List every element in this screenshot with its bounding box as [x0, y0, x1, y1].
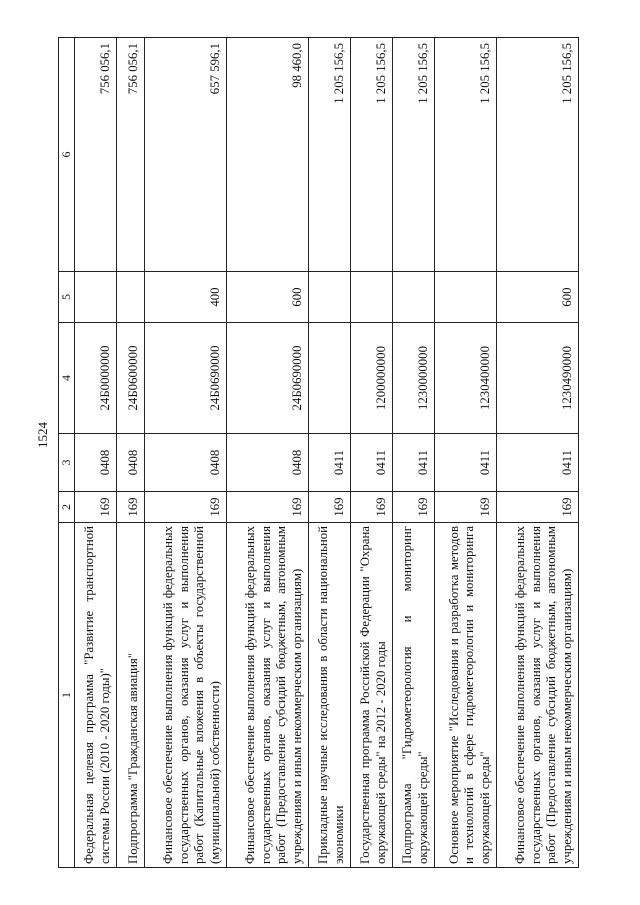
col-header-3: 3: [59, 434, 75, 492]
table-row: [434, 38, 496, 868]
table-row: [350, 38, 392, 868]
row-name: Прикладные научные исследования в области национальной экономики: [308, 523, 350, 868]
row-amount: 1 205 156,5: [434, 38, 496, 272]
table-row: [226, 38, 308, 868]
row-expense-code: [350, 272, 392, 323]
row-expense-code: [74, 272, 116, 323]
row-target-code: 24Б0690000: [144, 323, 226, 434]
table-row: [392, 38, 434, 868]
col-header-4: 4: [59, 323, 75, 434]
row-amount: 756 056,1: [74, 38, 116, 272]
row-ministry-code: 169: [116, 492, 144, 523]
row-name: Финансовое обеспечение выполнения функций федеральных государственных органов, оказания услуг и выполнения работ (Предоставление субсидий бюджетным, автономным учреждениям и иным некоммерческим организациям): [496, 523, 578, 868]
row-expense-code: 600: [496, 272, 578, 323]
row-amount: 657 596,1: [144, 38, 226, 272]
table-row: [116, 38, 144, 868]
row-expense-code: [434, 272, 496, 323]
row-ministry-code: 169: [226, 492, 308, 523]
row-target-code: 1230400000: [434, 323, 496, 434]
column-header-row: [59, 38, 75, 868]
row-expense-code: [308, 272, 350, 323]
row-target-code: 24Б0600000: [116, 323, 144, 434]
row-ministry-code: 169: [496, 492, 578, 523]
col-header-1: 1: [59, 523, 75, 868]
row-expense-code: [116, 272, 144, 323]
row-ministry-code: 169: [350, 492, 392, 523]
row-expense-code: 400: [144, 272, 226, 323]
row-section-code: 0408: [116, 434, 144, 492]
table-row: [308, 38, 350, 868]
row-ministry-code: 169: [144, 492, 226, 523]
table-row: [144, 38, 226, 868]
row-amount: 1 205 156,5: [308, 38, 350, 272]
row-amount: 98 460,0: [226, 38, 308, 272]
row-section-code: 0411: [434, 434, 496, 492]
row-ministry-code: 169: [434, 492, 496, 523]
row-ministry-code: 169: [392, 492, 434, 523]
row-name: Финансовое обеспечение выполнения функций федеральных государственных органов, оказания услуг и выполнения работ (Предоставление субсидий бюджетным, автономным учреждениям и иным некоммерческим организациям): [226, 523, 308, 868]
row-amount: 1 205 156,5: [392, 38, 434, 272]
row-ministry-code: 169: [74, 492, 116, 523]
row-target-code: 24Б0690000: [226, 323, 308, 434]
col-header-5: 5: [59, 272, 75, 323]
row-section-code: 0408: [144, 434, 226, 492]
row-amount: 756 056,1: [116, 38, 144, 272]
row-target-code: 1200000000: [350, 323, 392, 434]
row-name: Государственная программа Российской Федерации "Охрана окружающей среды" на 2012 - 2020 годы: [350, 523, 392, 868]
row-name: Финансовое обеспечение выполнения функций федеральных государственных органов, оказания услуг и выполнения работ (Капитальные вложения в объекты государственной (муниципальной) собственности): [144, 523, 226, 868]
row-section-code: 0408: [74, 434, 116, 492]
row-expense-code: [392, 272, 434, 323]
row-target-code: [308, 323, 350, 434]
row-target-code: 1230000000: [392, 323, 434, 434]
row-ministry-code: 169: [308, 492, 350, 523]
row-name: Федеральная целевая программа "Развитие транспортной системы России (2010 - 2020 годы)": [74, 523, 116, 868]
row-section-code: 0411: [392, 434, 434, 492]
row-target-code: 24Б0000000: [74, 323, 116, 434]
row-name: Подпрограмма "Гражданская авиация": [116, 523, 144, 868]
row-section-code: 0408: [226, 434, 308, 492]
row-section-code: 0411: [496, 434, 578, 492]
col-header-6: 6: [59, 38, 75, 272]
row-target-code: 1230490000: [496, 323, 578, 434]
row-section-code: 0411: [308, 434, 350, 492]
row-amount: 1 205 156,5: [496, 38, 578, 272]
table-row: [74, 38, 116, 868]
row-name: Основное мероприятие "Исследования и разработка методов и технологий в сфере гидрометеорологии и мониторинга окружающей среды": [434, 523, 496, 868]
page-number: 1524: [35, 422, 50, 448]
row-amount: 1 205 156,5: [350, 38, 392, 272]
row-section-code: 0411: [350, 434, 392, 492]
row-name: Подпрограмма "Гидрометеорология и мониторинг окружающей среды": [392, 523, 434, 868]
row-expense-code: 600: [226, 272, 308, 323]
col-header-2: 2: [59, 492, 75, 523]
table-row: [496, 38, 578, 868]
rotated-page-content: [58, 38, 626, 868]
budget-table: [58, 37, 579, 868]
